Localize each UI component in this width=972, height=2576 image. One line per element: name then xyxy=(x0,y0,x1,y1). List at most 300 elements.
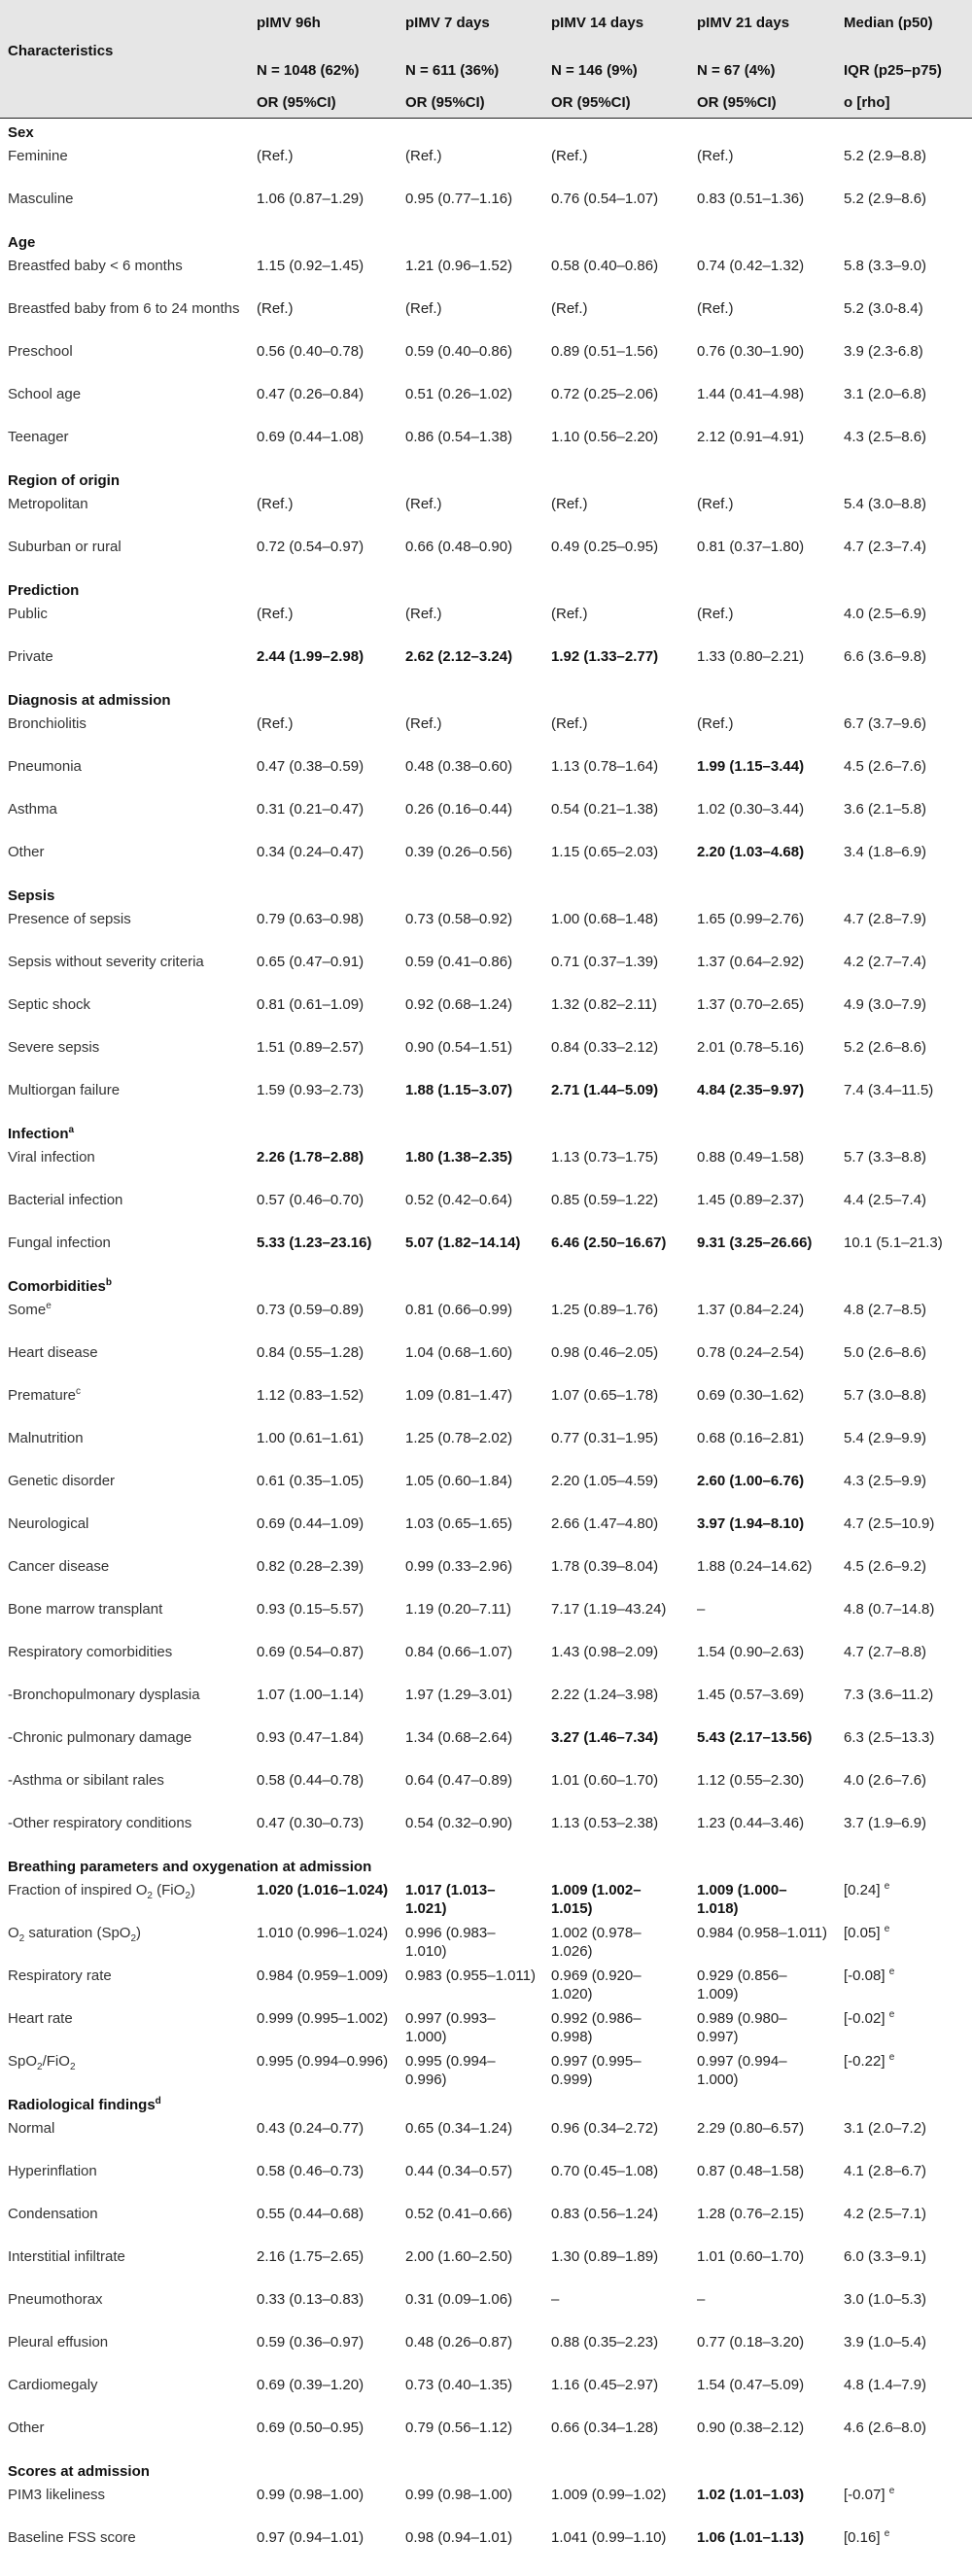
cell-value: 7.17 (1.19–43.24) xyxy=(551,1601,667,1618)
median-cell xyxy=(836,711,972,753)
cell-value: 5.7 (3.0–8.8) xyxy=(844,1387,927,1404)
cell-value: 1.21 (0.96–1.52) xyxy=(405,258,513,274)
cell-value: 0.83 (0.56–1.24) xyxy=(551,2206,659,2222)
cell-value: – xyxy=(697,1601,706,1618)
cell-value: 2.16 (1.75–2.65) xyxy=(257,2248,364,2265)
row-label xyxy=(0,1767,249,1810)
or-cell xyxy=(249,2115,398,2158)
median-cell xyxy=(836,534,972,576)
cell-value: 0.34 (0.24–0.47) xyxy=(257,844,364,860)
cell-value: 2.62 (2.12–3.24) xyxy=(405,648,513,665)
or-cell xyxy=(398,2005,543,2048)
or-cell xyxy=(543,753,689,796)
cell-value: 1.017 (1.013–1.021) xyxy=(405,1882,496,1917)
row-label xyxy=(0,2158,249,2201)
median-cell xyxy=(836,253,972,296)
cell-value: 1.78 (0.39–8.04) xyxy=(551,1558,659,1575)
or-cell xyxy=(543,949,689,992)
cell-value: [0.24] xyxy=(844,1882,881,1898)
cell-value: (Ref.) xyxy=(551,148,588,164)
or-cell xyxy=(543,1724,689,1767)
cell-value: 4.84 (2.35–9.97) xyxy=(697,1082,805,1098)
table-row xyxy=(0,2372,972,2415)
or-cell xyxy=(398,601,543,644)
row-label xyxy=(0,1340,249,1382)
cell-value: 1.06 (1.01–1.13) xyxy=(697,2529,805,2546)
cell-value: 0.52 (0.41–0.66) xyxy=(405,2206,513,2222)
cell-value: 1.32 (0.82–2.11) xyxy=(551,996,657,1013)
cell-value: (Ref.) xyxy=(257,715,294,732)
cell-value: 0.73 (0.59–0.89) xyxy=(257,1302,364,1318)
row-label xyxy=(0,753,249,796)
cell-value: 0.995 (0.994–0.996) xyxy=(257,2053,389,2070)
or-cell xyxy=(689,1596,836,1639)
or-cell xyxy=(398,2286,543,2329)
cell-value: 1.13 (0.78–1.64) xyxy=(551,758,659,775)
cell-value: 1.99 (1.15–3.44) xyxy=(697,758,805,775)
or-cell xyxy=(398,1187,543,1230)
row-label xyxy=(0,2524,249,2567)
cell-value: 4.8 (2.7–8.5) xyxy=(844,1302,927,1318)
section-header-row xyxy=(0,467,972,491)
cell-value: 0.64 (0.47–0.89) xyxy=(405,1772,513,1789)
header-col-or: OR (95%CI) xyxy=(398,90,543,119)
cell-value: 1.25 (0.89–1.76) xyxy=(551,1302,659,1318)
median-cell xyxy=(836,186,972,228)
cell-value: 0.69 (0.39–1.20) xyxy=(257,2377,364,2393)
or-cell xyxy=(398,1596,543,1639)
or-cell xyxy=(543,2286,689,2329)
table-row xyxy=(0,2415,972,2457)
row-label-text: Breastfed baby < 6 months xyxy=(8,258,183,274)
cell-value: 4.7 (2.7–8.8) xyxy=(844,1644,927,1660)
row-label-text: Severe sepsis xyxy=(8,1039,100,1056)
or-cell xyxy=(689,992,836,1034)
cell-value: 5.2 (2.9–8.6) xyxy=(844,191,927,207)
cell-value: 0.52 (0.42–0.64) xyxy=(405,1192,513,1208)
or-cell xyxy=(689,1144,836,1187)
or-cell xyxy=(689,1767,836,1810)
row-label xyxy=(0,839,249,882)
median-cell xyxy=(836,2286,972,2329)
or-cell xyxy=(689,1920,836,1963)
cell-value: 0.59 (0.36–0.97) xyxy=(257,2334,364,2350)
or-cell xyxy=(543,2415,689,2457)
section-title xyxy=(0,1120,972,1144)
or-cell xyxy=(398,143,543,186)
row-label xyxy=(0,1596,249,1639)
table-row xyxy=(0,711,972,753)
cell-value: 0.989 (0.980–0.997) xyxy=(697,2010,787,2045)
cell-value: 0.69 (0.44–1.08) xyxy=(257,429,364,445)
cell-value: 0.84 (0.66–1.07) xyxy=(405,1644,513,1660)
cell-value: 6.0 (3.3–9.1) xyxy=(844,2248,927,2265)
cell-value: 1.45 (0.89–2.37) xyxy=(697,1192,805,1208)
or-cell xyxy=(398,1382,543,1425)
cell-value: [0.05] xyxy=(844,1925,881,1941)
row-label xyxy=(0,949,249,992)
cell-value: 3.1 (2.0–7.2) xyxy=(844,2120,927,2137)
median-cell xyxy=(836,1553,972,1596)
row-label-text: Neurological xyxy=(8,1515,89,1532)
or-cell xyxy=(249,534,398,576)
table-row xyxy=(0,1639,972,1682)
or-cell xyxy=(398,534,543,576)
or-cell xyxy=(249,949,398,992)
median-cell xyxy=(836,1187,972,1230)
footnote-marker: b xyxy=(105,1277,112,1288)
cell-value: 0.969 (0.920–1.020) xyxy=(551,1967,642,2002)
row-label xyxy=(0,2201,249,2244)
cell-value: (Ref.) xyxy=(697,496,734,512)
cell-value: 0.56 (0.40–0.78) xyxy=(257,343,364,360)
table-body xyxy=(0,119,972,2568)
table-row xyxy=(0,1382,972,1425)
or-cell xyxy=(249,644,398,686)
cell-value: 0.72 (0.54–0.97) xyxy=(257,539,364,555)
or-cell xyxy=(543,381,689,424)
median-cell xyxy=(836,143,972,186)
or-cell xyxy=(543,2005,689,2048)
or-cell xyxy=(398,1077,543,1120)
cell-value: 1.03 (0.65–1.65) xyxy=(405,1515,513,1532)
cell-value: 3.97 (1.94–8.10) xyxy=(697,1515,805,1532)
cell-value: 1.65 (0.99–2.76) xyxy=(697,911,805,927)
cell-value: 0.84 (0.55–1.28) xyxy=(257,1344,364,1361)
cell-value: (Ref.) xyxy=(697,715,734,732)
or-cell xyxy=(398,1724,543,1767)
or-cell xyxy=(689,253,836,296)
footnote-marker: d xyxy=(155,2096,161,2106)
cell-value: 3.7 (1.9–6.9) xyxy=(844,1815,927,1831)
section-title-text: Diagnosis at admission xyxy=(8,692,171,709)
or-cell xyxy=(543,1340,689,1382)
header-col-or: o [rho] xyxy=(836,90,972,119)
header-col-or: OR (95%CI) xyxy=(249,90,398,119)
row-label xyxy=(0,534,249,576)
row-label xyxy=(0,1963,249,2005)
cell-value: 0.81 (0.66–0.99) xyxy=(405,1302,513,1318)
cell-value: (Ref.) xyxy=(405,300,442,317)
cell-value: 5.2 (2.6–8.6) xyxy=(844,1039,927,1056)
row-label xyxy=(0,2286,249,2329)
cell-value: 0.68 (0.16–2.81) xyxy=(697,1430,805,1446)
or-cell xyxy=(398,1034,543,1077)
or-cell xyxy=(249,2329,398,2372)
table-row xyxy=(0,1077,972,1120)
cell-value: 4.1 (2.8–6.7) xyxy=(844,2163,927,2179)
cell-value: 0.984 (0.958–1.011) xyxy=(697,1925,827,1941)
cell-value: 1.92 (1.33–2.77) xyxy=(551,648,659,665)
or-cell xyxy=(398,2482,543,2524)
median-cell xyxy=(836,2201,972,2244)
or-cell xyxy=(249,839,398,882)
cell-value: 1.02 (0.30–3.44) xyxy=(697,801,805,818)
or-cell xyxy=(543,1382,689,1425)
or-cell xyxy=(249,491,398,534)
or-cell xyxy=(249,186,398,228)
or-cell xyxy=(398,2115,543,2158)
or-cell xyxy=(689,491,836,534)
row-label xyxy=(0,1877,249,1920)
table-row xyxy=(0,1682,972,1724)
section-header-row xyxy=(0,882,972,906)
cell-value: 0.44 (0.34–0.57) xyxy=(405,2163,513,2179)
section-title xyxy=(0,882,972,906)
cell-value: 0.997 (0.993–1.000) xyxy=(405,2010,496,2045)
median-cell xyxy=(836,296,972,338)
cell-value: 0.97 (0.94–1.01) xyxy=(257,2529,364,2546)
cell-value: 0.47 (0.26–0.84) xyxy=(257,386,364,402)
or-cell xyxy=(543,2244,689,2286)
section-header-row xyxy=(0,119,972,144)
row-label-text: Fraction of inspired $O_2$ (FiO$_2$) xyxy=(8,1882,195,1901)
or-cell xyxy=(398,906,543,949)
row-label xyxy=(0,906,249,949)
or-cell xyxy=(689,296,836,338)
cell-value: 0.82 (0.28–2.39) xyxy=(257,1558,364,1575)
cell-value: 1.45 (0.57–3.69) xyxy=(697,1687,805,1703)
or-cell xyxy=(689,186,836,228)
row-label xyxy=(0,1034,249,1077)
cell-value: 0.74 (0.42–1.32) xyxy=(697,258,805,274)
or-cell xyxy=(543,1425,689,1468)
cell-value: 4.0 (2.6–7.6) xyxy=(844,1772,927,1789)
cell-value: 1.30 (0.89–1.89) xyxy=(551,2248,659,2265)
section-title xyxy=(0,228,972,253)
footnote-marker: e xyxy=(888,2009,895,2020)
footnote-marker: a xyxy=(68,1125,75,1135)
or-cell xyxy=(249,1297,398,1340)
or-cell xyxy=(398,1963,543,2005)
or-cell xyxy=(249,1077,398,1120)
or-cell xyxy=(398,2372,543,2415)
median-cell xyxy=(836,796,972,839)
cell-value: 0.39 (0.26–0.56) xyxy=(405,844,513,860)
row-label-text: Other xyxy=(8,2419,45,2436)
or-cell xyxy=(543,424,689,467)
row-label-text: Cancer disease xyxy=(8,1558,110,1575)
row-label xyxy=(0,1724,249,1767)
cell-value: 0.77 (0.31–1.95) xyxy=(551,1430,659,1446)
or-cell xyxy=(689,2158,836,2201)
or-cell xyxy=(398,2201,543,2244)
row-label-text: Presence of sepsis xyxy=(8,911,131,927)
or-cell xyxy=(398,1340,543,1382)
row-label-text: Septic shock xyxy=(8,996,91,1013)
median-cell xyxy=(836,2372,972,2415)
or-cell xyxy=(398,949,543,992)
or-cell xyxy=(543,906,689,949)
row-label-text: Some xyxy=(8,1302,47,1318)
cell-value: 5.0 (2.6–8.6) xyxy=(844,1344,927,1361)
or-cell xyxy=(543,1767,689,1810)
or-cell xyxy=(543,338,689,381)
or-cell xyxy=(543,1963,689,2005)
cell-value: [-0.02] xyxy=(844,2010,885,2027)
cell-value: 2.71 (1.44–5.09) xyxy=(551,1082,659,1098)
or-cell xyxy=(398,1767,543,1810)
or-cell xyxy=(398,2048,543,2091)
cell-value: 5.7 (3.3–8.8) xyxy=(844,1149,927,1166)
cell-value: 4.8 (1.4–7.9) xyxy=(844,2377,927,2393)
cell-value: 2.12 (0.91–4.91) xyxy=(697,429,805,445)
median-cell xyxy=(836,2115,972,2158)
cell-value: 1.01 (0.60–1.70) xyxy=(697,2248,805,2265)
or-cell xyxy=(249,2048,398,2091)
cell-value: (Ref.) xyxy=(551,300,588,317)
row-label-text: PIM3 likeliness xyxy=(8,2487,106,2503)
cell-value: 3.4 (1.8–6.9) xyxy=(844,844,927,860)
table-row xyxy=(0,1511,972,1553)
cell-value: 4.7 (2.5–10.9) xyxy=(844,1515,935,1532)
cell-value: 0.90 (0.54–1.51) xyxy=(405,1039,513,1056)
section-header-row xyxy=(0,1853,972,1877)
cell-value: 4.4 (2.5–7.4) xyxy=(844,1192,927,1208)
cell-value: 4.6 (2.6–8.0) xyxy=(844,2419,927,2436)
or-cell xyxy=(249,1468,398,1511)
or-cell xyxy=(689,2286,836,2329)
footnote-marker: e xyxy=(884,2528,890,2539)
or-cell xyxy=(543,2201,689,2244)
cell-value: 0.83 (0.51–1.36) xyxy=(697,191,805,207)
section-header-row xyxy=(0,686,972,711)
cell-value: 1.54 (0.47–5.09) xyxy=(697,2377,805,2393)
or-cell xyxy=(689,338,836,381)
or-cell xyxy=(689,2415,836,2457)
cell-value: (Ref.) xyxy=(551,715,588,732)
cell-value: 4.3 (2.5–8.6) xyxy=(844,429,927,445)
or-cell xyxy=(543,1920,689,1963)
median-cell xyxy=(836,2329,972,2372)
cell-value: 0.48 (0.38–0.60) xyxy=(405,758,513,775)
median-cell xyxy=(836,338,972,381)
section-title xyxy=(0,1272,972,1297)
or-cell xyxy=(249,1639,398,1682)
cell-value: 1.05 (0.60–1.84) xyxy=(405,1473,513,1489)
cell-value: 0.995 (0.994–0.996) xyxy=(405,2053,496,2088)
row-label xyxy=(0,296,249,338)
or-cell xyxy=(689,1468,836,1511)
cell-value: 0.997 (0.995–0.999) xyxy=(551,2053,642,2088)
median-cell xyxy=(836,1511,972,1553)
cell-value: 6.46 (2.50–16.67) xyxy=(551,1235,667,1251)
or-cell xyxy=(249,2415,398,2457)
table-row xyxy=(0,839,972,882)
or-cell xyxy=(398,186,543,228)
row-label-text: Respiratory comorbidities xyxy=(8,1644,173,1660)
row-label-text: -Asthma or sibilant rales xyxy=(8,1772,164,1789)
cell-value: 1.13 (0.73–1.75) xyxy=(551,1149,659,1166)
or-cell xyxy=(249,906,398,949)
row-label xyxy=(0,1187,249,1230)
table-header xyxy=(0,0,972,119)
cell-value: 4.0 (2.5–6.9) xyxy=(844,606,927,622)
or-cell xyxy=(398,2415,543,2457)
cell-value: 1.09 (0.81–1.47) xyxy=(405,1387,513,1404)
cell-value: (Ref.) xyxy=(405,496,442,512)
or-cell xyxy=(689,1639,836,1682)
row-label-text: Pleural effusion xyxy=(8,2334,109,2350)
cell-value: (Ref.) xyxy=(405,148,442,164)
section-title-text: Infection xyxy=(8,1126,69,1142)
or-cell xyxy=(249,338,398,381)
table-row xyxy=(0,1596,972,1639)
cell-value: 0.93 (0.15–5.57) xyxy=(257,1601,364,1618)
or-cell xyxy=(249,1340,398,1382)
or-cell xyxy=(689,644,836,686)
section-title xyxy=(0,2457,972,2482)
table-row xyxy=(0,296,972,338)
row-label-text: Multiorgan failure xyxy=(8,1082,121,1098)
section-title-text: Sex xyxy=(8,124,34,141)
cell-value: 0.88 (0.35–2.23) xyxy=(551,2334,659,2350)
row-label xyxy=(0,2115,249,2158)
row-label-text: Public xyxy=(8,606,48,622)
row-label-text: Normal xyxy=(8,2120,55,2137)
cell-value: 0.58 (0.44–0.78) xyxy=(257,1772,364,1789)
or-cell xyxy=(543,2372,689,2415)
or-cell xyxy=(249,2005,398,2048)
cell-value: 0.95 (0.77–1.16) xyxy=(405,191,513,207)
footnote-marker: e xyxy=(46,1301,52,1311)
table-row xyxy=(0,644,972,686)
cell-value: 2.20 (1.05–4.59) xyxy=(551,1473,659,1489)
row-label xyxy=(0,711,249,753)
cell-value: 0.70 (0.45–1.08) xyxy=(551,2163,659,2179)
section-title-text: Radiological findings xyxy=(8,2097,156,2113)
or-cell xyxy=(249,2201,398,2244)
row-label-text: Pneumothorax xyxy=(8,2291,103,2308)
cell-value: 1.020 (1.016–1.024) xyxy=(257,1882,389,1898)
or-cell xyxy=(543,2115,689,2158)
or-cell xyxy=(249,1553,398,1596)
median-cell xyxy=(836,906,972,949)
or-cell xyxy=(689,2115,836,2158)
cell-value: 1.002 (0.978–1.026) xyxy=(551,1925,642,1960)
cell-value: 0.61 (0.35–1.05) xyxy=(257,1473,364,1489)
cell-value: 3.27 (1.46–7.34) xyxy=(551,1729,659,1746)
median-cell xyxy=(836,491,972,534)
cell-value: 6.3 (2.5–13.3) xyxy=(844,1729,935,1746)
cell-value: 0.31 (0.09–1.06) xyxy=(405,2291,513,2308)
median-cell xyxy=(836,424,972,467)
cell-value: (Ref.) xyxy=(551,496,588,512)
header-col-title: pIMV 96h xyxy=(249,0,398,50)
or-cell xyxy=(249,1682,398,1724)
table-row xyxy=(0,253,972,296)
cell-value: 4.2 (2.7–7.4) xyxy=(844,954,927,970)
table-row xyxy=(0,2158,972,2201)
or-cell xyxy=(398,1144,543,1187)
or-cell xyxy=(689,143,836,186)
cell-value: 0.43 (0.24–0.77) xyxy=(257,2120,364,2137)
table-row xyxy=(0,1144,972,1187)
or-cell xyxy=(398,992,543,1034)
section-title-text: Breathing parameters and oxygenation at admission xyxy=(8,1859,372,1875)
table-row xyxy=(0,1340,972,1382)
median-cell xyxy=(836,2158,972,2201)
or-cell xyxy=(543,711,689,753)
or-cell xyxy=(689,753,836,796)
cell-value: 0.47 (0.38–0.59) xyxy=(257,758,364,775)
section-title xyxy=(0,2091,972,2115)
cell-value: 7.3 (3.6–11.2) xyxy=(844,1687,934,1703)
cell-value: – xyxy=(551,2291,560,2308)
table-row xyxy=(0,2286,972,2329)
row-label-text: Heart disease xyxy=(8,1344,98,1361)
footnote-marker: e xyxy=(884,1881,890,1892)
